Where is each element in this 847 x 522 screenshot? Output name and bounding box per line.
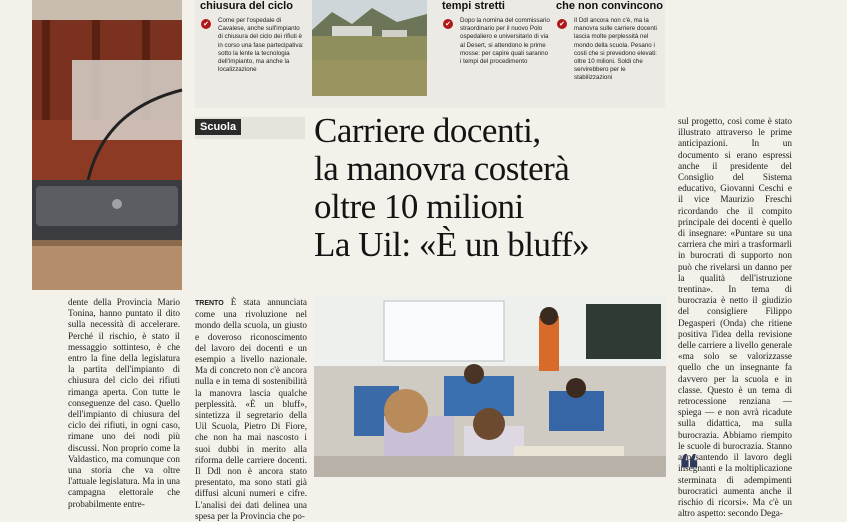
box1-title: chiusura del ciclo	[200, 0, 293, 12]
headline-line: Carriere docenti,	[314, 111, 541, 150]
section-tag: Scuola	[195, 119, 241, 135]
check-icon: ✔	[201, 19, 211, 29]
headline-line: oltre 10 milioni	[314, 187, 524, 226]
headline-line: La Uil: «È un bluff»	[314, 225, 590, 264]
left-column-text: dente della Provincia Mario Tonina, hanno puntato il dito sulla necessità di accelerare. Perché il rischio, è stato il messaggio sottinteso, è che entro la fine della legislatura la partita dell'impianto di chiusura del ciclo dei rifiuti rimanga aperta. Con tutte le conseguenze del caso. Quello dell'impianto di chiusura del ciclo dei rifiuti, in ogni caso, rimane uno dei nodi più discussi. Non proprio come la Valdastico, ma comunque con una storia che va oltre l'attuale legislatura. Ma in una campagna elettorale che probabilmente entre-	[68, 297, 180, 509]
classroom-photo	[314, 296, 666, 477]
dateline: TRENTO	[195, 300, 224, 307]
box3-text: Il Ddl ancora non c'è, ma la manovra sulle carriere docenti lascia molte perplessità nel mondo della scuola. Pesano i costi che si prevedono elevati: oltre 10 milioni. Soldi che servirebbero per le stabilizzazioni	[574, 17, 657, 82]
middle-column-text: È stata annunciata come una rivoluzione nel mondo della scuola, un giusto e doveroso riconoscimento del lavoro dei docenti e un esempio a livello nazionale. Ma di concreto non c'è ancora nulla e in tema di sostenibilità la manovra lascia qualche perplessità. «È un bluff», sintetizza il segretario della Uil Scuola, Pietro Di Fiore, che non ha mai nascosto i suoi dubbi in merito alla riforma delle carriere docenti. Il Ddl non è ancora stato presentato, ma sono stati già diffusi alcuni numeri e cifre. L'analisi dei dati delinea una spesa per la Provincia che po-	[195, 297, 307, 521]
section-tag-bar	[195, 117, 305, 139]
right-column-text: sul progetto, così come è stato illustrato attraverso le prime anticipazioni. In un documento si erano espressi anche il presidente del Consiglio del Sistema educativo, Giovanni Ceschi e il vice Maurizio Freschi ricordando che il compito principale dei docenti è quello di insegnare: «Puntare su una carriera che miri a trasformarli in burocrati di supporto non può che rivelarsi un danno per la qualità dell'istruzione trentina». In tema di burocrazia è netto il giudizio del consigliere Filippo Degasperi (Onda) che ritiene positiva l'idea della revisione delle carriere a livello generale «ma solo se valorizzasse quello che un insegnante fa davvero per la scuola e in classe. Questo è un tema di retrocessione renziana — spiega — e non avrà ricadute sulla didattica, ma sulla burocrazia. Abbiamo riempito le scuole di burocrazia. Stanno appesantendo il lavoro degli insegnanti e la moltiplicazione sterminata di adempimenti burocratici aumenta anche il rischio di ricorsi». Ma c'è un altro aspetto: secondo Dega-	[678, 116, 792, 519]
check-icon: ✔	[557, 19, 567, 29]
headline	[314, 112, 664, 264]
column-divider	[666, 108, 667, 477]
landscape-photo	[312, 0, 427, 96]
box2-title: tempi stretti	[442, 0, 505, 12]
check-icon: ✔	[443, 19, 453, 29]
box2-text: Dopo la nomina del commissario straordinario per il nuovo Polo ospedaliero e universitario di via al Desert, si attendono le prime mosse: per capire quali saranno i tempi del procedimento	[460, 17, 550, 66]
middle-column	[195, 297, 307, 521]
box3-title: che non convincono	[556, 0, 663, 12]
council-photo	[32, 0, 182, 290]
quote-icon: ❝	[678, 447, 700, 493]
box1-text: Come per l'ospedale di Cavalese, anche sull'impianto di chiusura del ciclo dei rifiuti è in corso una fase partecipativa: sotto la lente la tecnologia dell'impianto, ma anche la localizzazione	[218, 17, 304, 74]
headline-line: la manovra costerà	[314, 149, 570, 188]
